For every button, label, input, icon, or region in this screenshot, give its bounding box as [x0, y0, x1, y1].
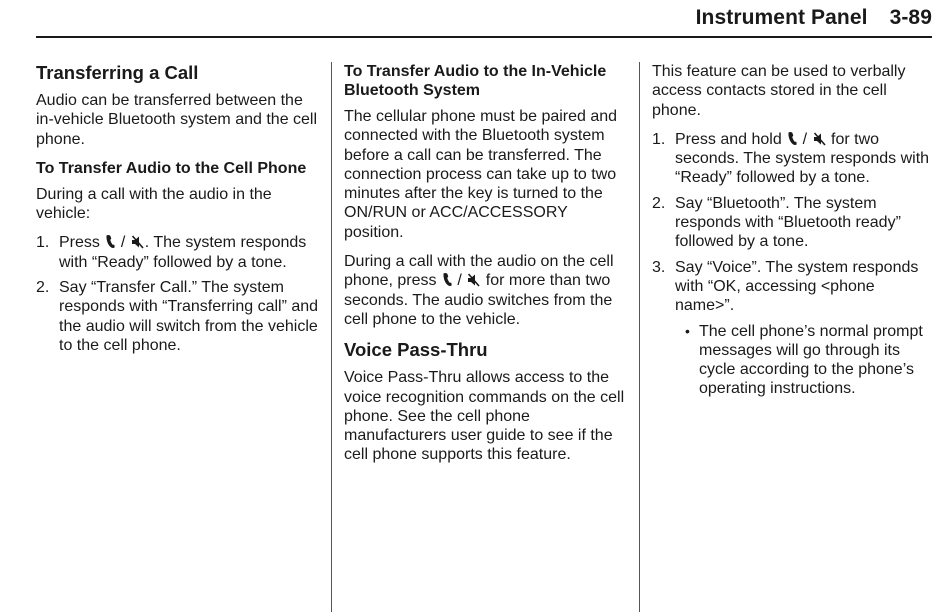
- column-divider-right: [639, 62, 640, 612]
- step-text-pre: Press: [59, 234, 100, 252]
- step-number: 1.: [652, 130, 666, 148]
- subheading-transfer-to-vehicle: To Transfer Audio to the In-Vehicle Bluetooth System: [344, 63, 607, 99]
- step-text: Say “Bluetooth”. The system responds with “Bluetooth ready” followed by a tone.: [675, 194, 901, 251]
- section-title: Instrument Panel: [695, 6, 868, 29]
- step-text: Say “Transfer Call.” The system responds with “Transferring call” and the audio will switch from the vehicle to the cell phone.: [59, 279, 319, 354]
- subheading-transfer-to-phone: To Transfer Audio to the Cell Phone: [36, 159, 307, 177]
- page-number: 3-89: [889, 6, 932, 29]
- step-text: Say “Voice”. The system responds with “OK, accessing <phone name>”.: [675, 258, 919, 315]
- bullet-dot: •: [685, 322, 690, 339]
- paragraph-feature-intro: This feature can be used to verbally access contacts stored in the cell phone.: [652, 63, 906, 119]
- step-text-post: for two seconds. The system responds with “Ready” followed by a tone.: [675, 130, 930, 187]
- paragraph-intro: Audio can be transferred between the in-vehicle Bluetooth system and the cell phone.: [36, 92, 318, 148]
- speaker-mute-icon: [131, 235, 144, 249]
- paragraph-text-pre: During a call with the audio on the cell phone, press: [344, 253, 614, 290]
- paragraph-voice-pass-thru: Voice Pass-Thru allows access to the voice recognition commands on the cell phone. See the cell phone manufacturers user guide to see if the cell phone supports this feature.: [344, 369, 625, 464]
- speaker-mute-icon: [467, 273, 480, 287]
- phone-handset-icon: [442, 272, 452, 287]
- column-divider-left: [331, 62, 332, 612]
- column-1: [36, 62, 321, 361]
- icon-separator: /: [120, 234, 126, 252]
- step-2: [36, 278, 321, 355]
- column-2: [344, 62, 626, 475]
- heading-voice-pass-thru: Voice Pass-Thru: [344, 339, 488, 361]
- icon-separator: /: [457, 272, 462, 290]
- step-1: [652, 130, 932, 188]
- page-header: [36, 0, 932, 38]
- speaker-mute-icon: [813, 132, 826, 146]
- bullet-item: [676, 322, 932, 399]
- step-text: [675, 130, 932, 188]
- paragraph-text-post: for more than two seconds. The audio switches from the cell phone to the vehicle.: [344, 272, 613, 328]
- heading-transferring-call: Transferring a Call: [36, 62, 199, 83]
- icon-separator: /: [802, 130, 808, 148]
- phone-handset-icon: [105, 234, 115, 249]
- paragraph-during-call: During a call with the audio in the vehicle:: [36, 185, 272, 223]
- step-text-post: . The system responds with “Ready” followed by a tone.: [59, 234, 307, 271]
- step-2: [652, 194, 932, 252]
- header-title-block: [696, 6, 932, 30]
- step-1: [36, 233, 321, 272]
- step-number: 2.: [36, 279, 50, 297]
- step-text-pre: Press and hold: [675, 130, 782, 148]
- phone-handset-icon: [787, 131, 797, 146]
- step-text: [59, 233, 321, 272]
- step-number: 1.: [36, 234, 50, 252]
- paragraph-during-phone-call: [344, 252, 626, 329]
- step-3: [652, 258, 932, 316]
- step-number: 3.: [652, 258, 666, 276]
- paragraph-pairing: The cellular phone must be paired and connected with the Bluetooth system before a call can be transferred. The connection process can take up to two minutes after the key is turned to the ON/RUN or ACC/ACCESSORY position.: [344, 108, 618, 241]
- column-3: [652, 62, 932, 399]
- bullet-text: The cell phone’s normal prompt messages will go through its cycle according to the phone’s operating instructions.: [699, 322, 923, 398]
- step-number: 2.: [652, 194, 666, 212]
